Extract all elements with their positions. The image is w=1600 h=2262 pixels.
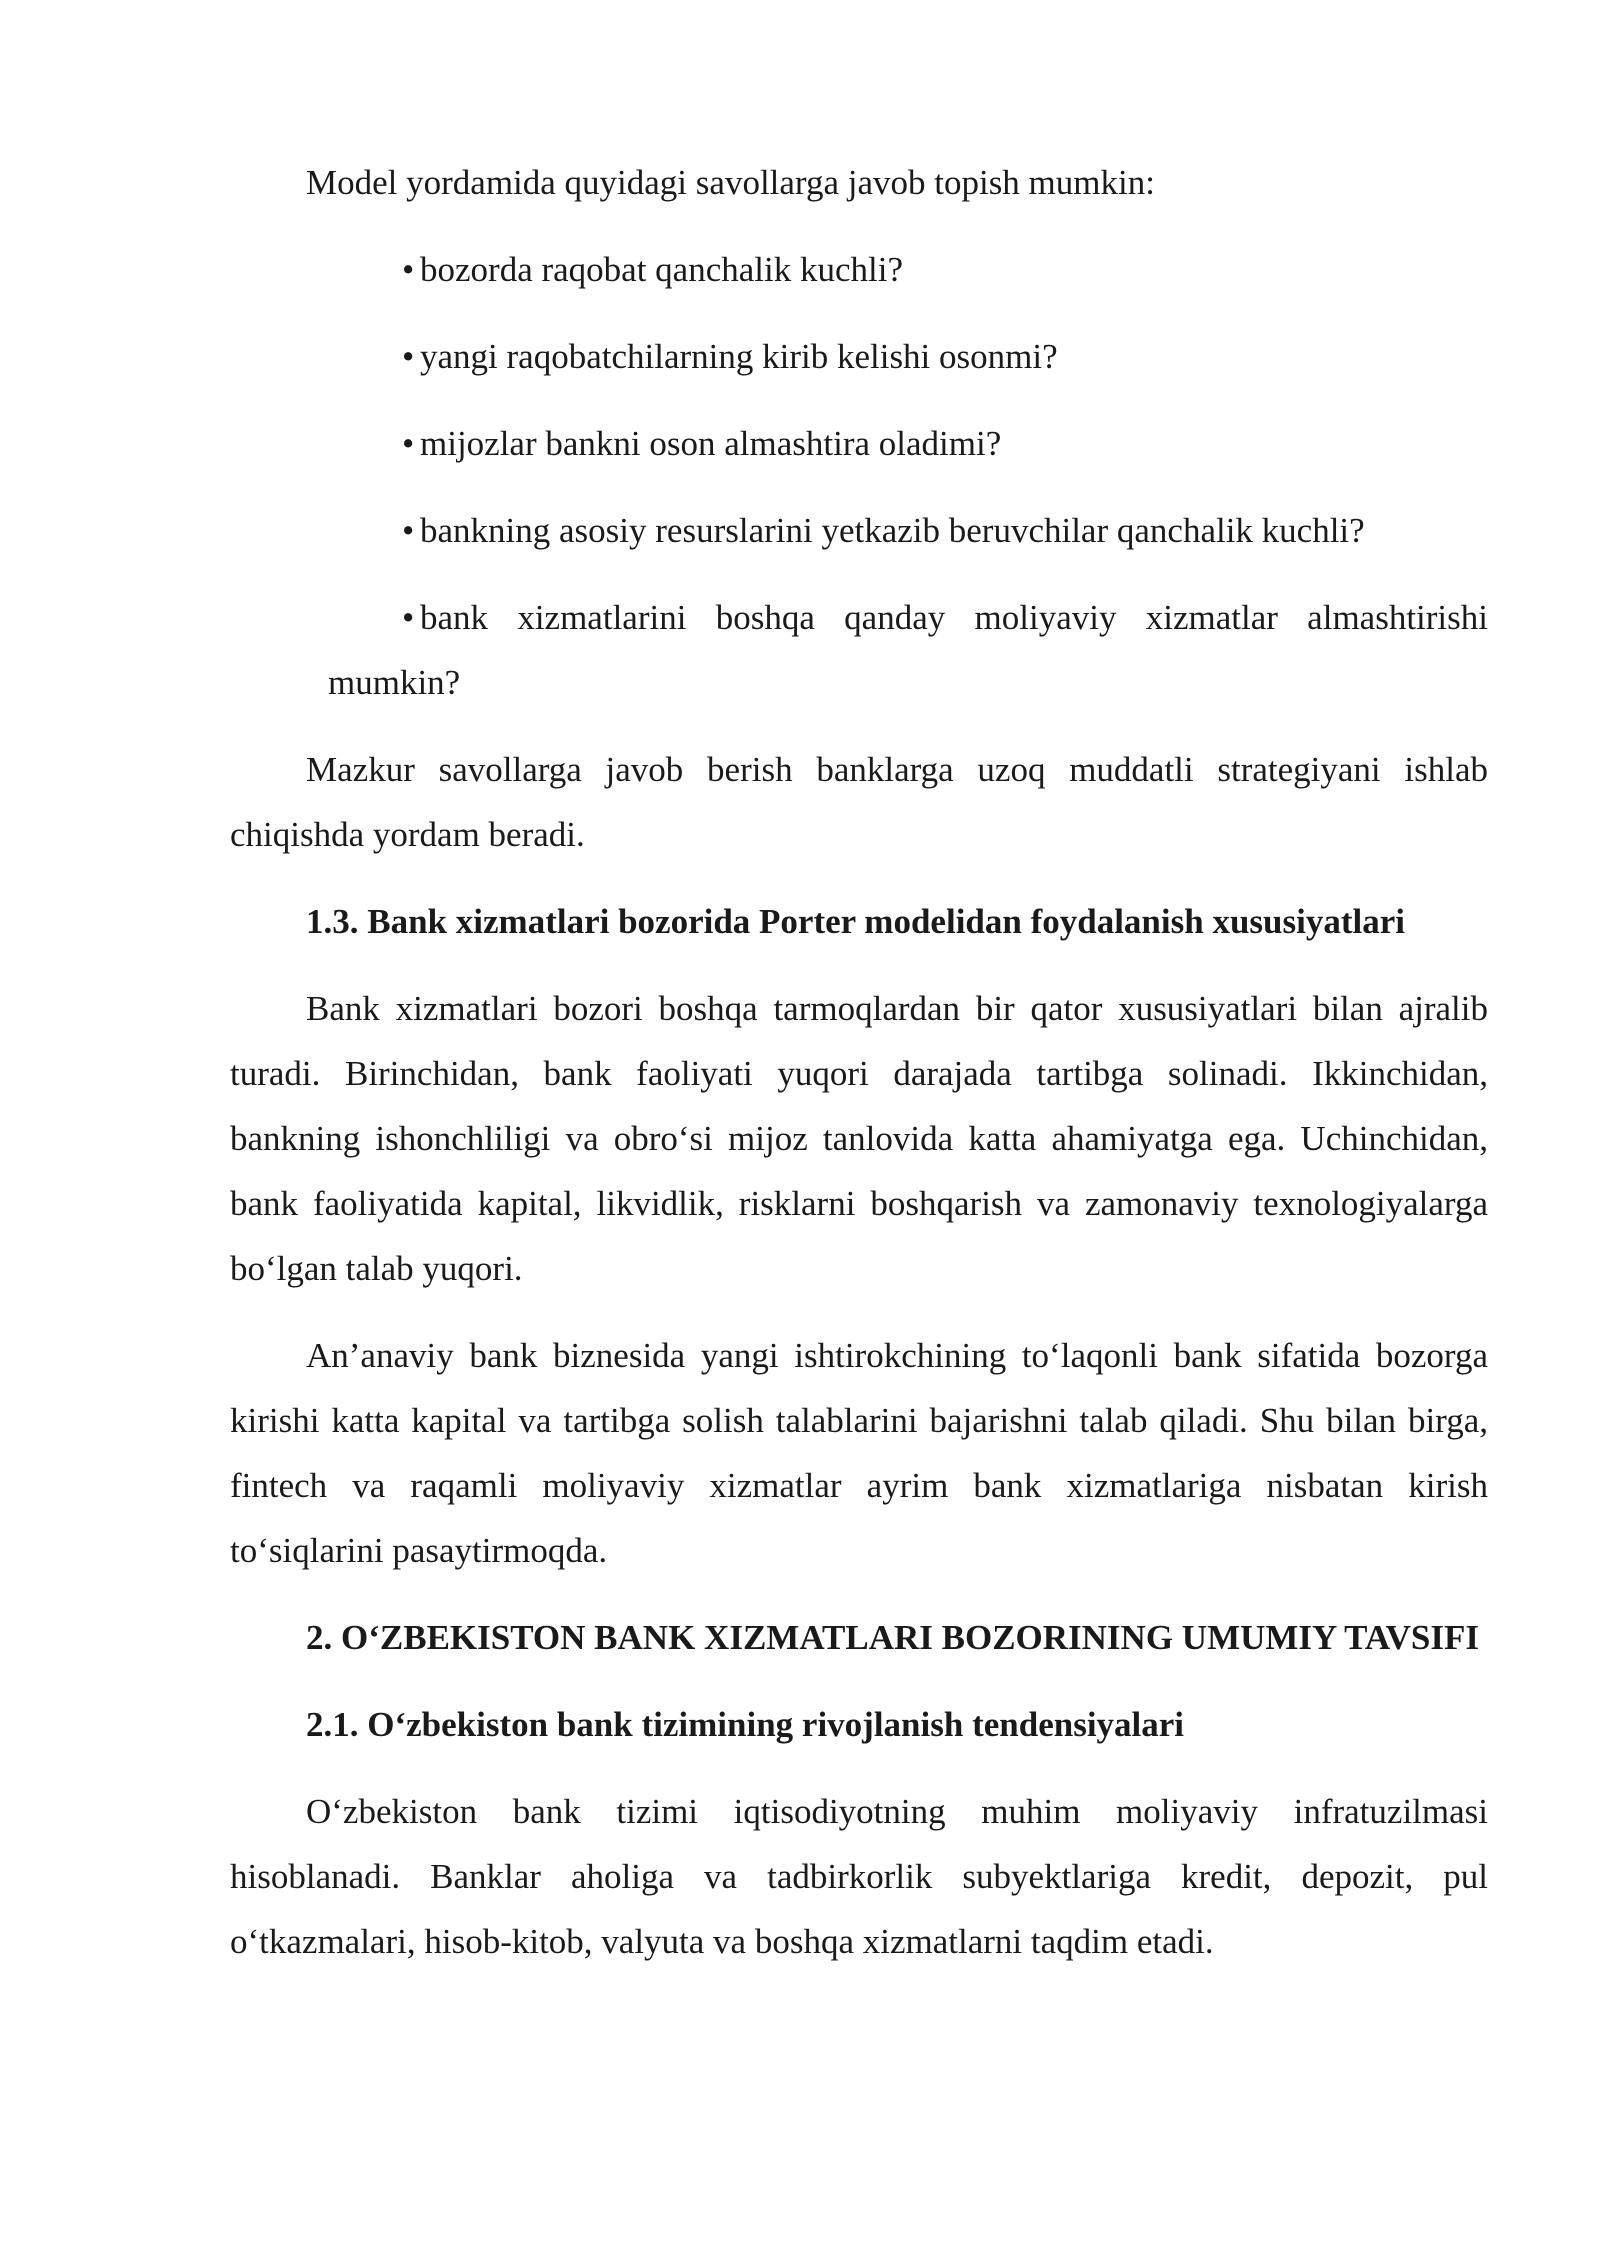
paragraph: O‘zbekiston bank tizimi iqtisodiyotning muhim moliyaviy infratuzilmasi hisoblanadi. Banklar aholiga va tadbirkorlik subyektlariga kredit, depozit, pul o‘tkazmalari, hisob-kitob, valyuta va boshqa xizmatlarni taqdim etadi.	[230, 1792, 1488, 1961]
bullet-icon: •	[402, 598, 415, 637]
list-item-text: mijozlar bankni oson almashtira oladimi?	[420, 424, 1002, 463]
list-item	[230, 585, 1488, 715]
chapter-heading-2: 2. O‘ZBEKISTON BANK XIZMATLARI BOZORINING UMUMIY TAVSIFI	[306, 1618, 1480, 1657]
bullet-icon: •	[402, 511, 415, 550]
list-item-text: bank xizmatlarini boshqa qanday moliyaviy xizmatlar almashtirishi mumkin?	[328, 598, 1488, 702]
paragraph: An’anaviy bank biznesida yangi ishtirokchining to‘laqonli bank sifatida bozorga kirishi katta kapital va tartibga solish talablarini bajarishni talab qiladi. Shu bilan birga, fintech va raqamli moliyaviy xizmatlar ayrim bank xizmatlariga nisbatan kirish to‘siqlarini pasaytirmoqda.	[230, 1336, 1488, 1570]
list-item	[230, 324, 1488, 389]
question-list	[230, 237, 1488, 715]
list-item-text: yangi raqobatchilarning kirib kelishi osonmi?	[420, 337, 1058, 376]
paragraph: Mazkur savollarga javob berish banklarga uzoq muddatli strategiyani ishlab chiqishda yordam beradi.	[230, 750, 1488, 854]
section-heading-1-3: 1.3. Bank xizmatlari bozorida Porter modelidan foydalanish xususiyatlari	[306, 902, 1405, 941]
intro-paragraph: Model yordamida quyidagi savollarga javob topish mumkin:	[306, 163, 1155, 202]
bullet-icon: •	[402, 250, 415, 289]
section-heading-2-1: 2.1. O‘zbekiston bank tizimining rivojlanish tendensiyalari	[306, 1705, 1185, 1744]
list-item	[230, 237, 1488, 302]
list-item	[230, 411, 1488, 476]
list-item-text: bankning asosiy resurslarini yetkazib beruvchilar qanchalik kuchli?	[420, 511, 1365, 550]
bullet-icon: •	[402, 424, 415, 463]
bullet-icon: •	[402, 337, 415, 376]
list-item	[230, 498, 1488, 563]
document-page	[230, 150, 1488, 1996]
list-item-text: bozorda raqobat qanchalik kuchli?	[420, 250, 903, 289]
paragraph: Bank xizmatlari bozori boshqa tarmoqlardan bir qator xususiyatlari bilan ajralib turadi. Birinchidan, bank faoliyati yuqori darajada tartibga solinadi. Ikkinchidan, bankning ishonchliligi va obro‘si mijoz tanlovida katta ahamiyatga ega. Uchinchidan, bank faoliyatida kapital, likvidlik, risklarni boshqarish va zamonaviy texnologiyalarga bo‘lgan talab yuqori.	[230, 989, 1488, 1288]
